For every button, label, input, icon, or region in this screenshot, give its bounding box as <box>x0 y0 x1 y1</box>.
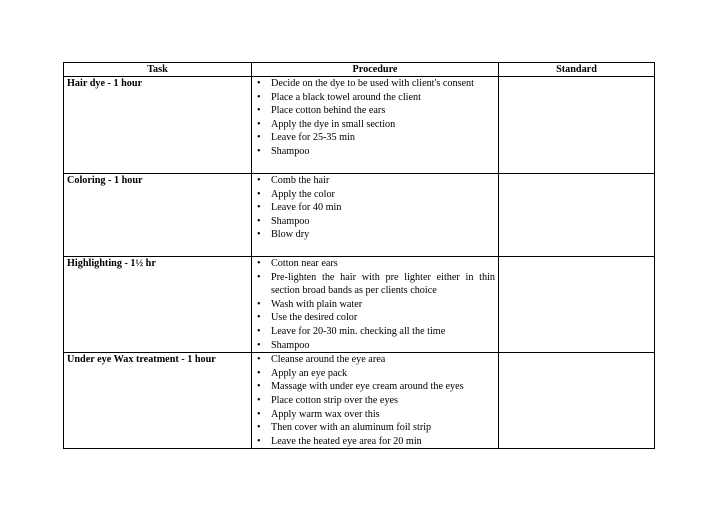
step-text: Decide on the dye to be used with client's consent <box>271 78 474 89</box>
procedure-cell <box>252 353 499 449</box>
bullet-icon: • <box>257 408 261 420</box>
list-item <box>255 201 495 215</box>
bullet-icon: • <box>257 381 261 393</box>
task-cell: Hair dye - 1 hour <box>64 77 252 174</box>
header-procedure: Procedure <box>252 63 499 77</box>
step-text: Leave for 25-35 min <box>271 132 356 144</box>
task-cell: Coloring - 1 hour <box>64 174 252 257</box>
list-item <box>255 145 495 159</box>
bullet-icon: • <box>257 258 261 269</box>
standard-cell <box>499 353 655 449</box>
bullet-icon: • <box>257 202 261 214</box>
procedure-steps-list <box>255 77 495 159</box>
step-text: Shampoo <box>271 215 310 227</box>
procedure-steps-list <box>255 257 495 352</box>
header-standard: Standard <box>499 63 655 77</box>
bullet-icon: • <box>257 367 261 379</box>
bullet-icon: • <box>257 78 261 89</box>
procedure-cell <box>252 257 499 353</box>
bullet-icon: • <box>257 354 261 366</box>
bullet-icon: • <box>257 394 261 406</box>
list-item <box>255 353 495 367</box>
list-item <box>255 215 495 229</box>
list-item <box>255 174 495 188</box>
procedure-cell <box>252 174 499 257</box>
step-text: Leave for 40 min <box>271 202 342 214</box>
list-item <box>255 339 495 353</box>
step-text: Apply an eye pack <box>271 367 348 379</box>
step-text: Apply the dye in small section <box>271 118 396 130</box>
list-item <box>255 188 495 202</box>
bullet-icon: • <box>257 145 261 157</box>
step-text: Shampoo <box>271 145 310 157</box>
task-cell: Highlighting - 1½ hr <box>64 257 252 353</box>
bullet-icon: • <box>257 175 261 186</box>
step-text: Leave for 20-30 min. checking all the time <box>271 325 446 337</box>
list-item <box>255 257 495 271</box>
bullet-icon: • <box>257 105 261 117</box>
step-text: Shampoo <box>271 339 310 351</box>
bullet-icon: • <box>257 312 261 324</box>
list-item <box>255 421 495 435</box>
task-cell: Under eye Wax treatment - 1 hour <box>64 353 252 449</box>
step-text: Apply the color <box>271 188 335 200</box>
list-item <box>255 228 495 242</box>
step-text: Leave the heated eye area for 20 min <box>271 435 422 447</box>
bullet-icon: • <box>257 298 261 310</box>
table-row <box>64 174 655 257</box>
list-item <box>255 298 495 312</box>
step-text: Place cotton strip over the eyes <box>271 394 399 406</box>
step-text: Place cotton behind the ears <box>271 105 386 117</box>
step-text: Place a black towel around the client <box>271 91 421 103</box>
list-item <box>255 77 495 91</box>
list-item <box>255 104 495 118</box>
bullet-icon: • <box>257 91 261 103</box>
procedure-steps-list <box>255 353 495 448</box>
step-text: Comb the hair <box>271 175 330 186</box>
step-text: Use the desired color <box>271 312 358 324</box>
bullet-icon: • <box>257 188 261 200</box>
list-item <box>255 380 495 394</box>
list-item <box>255 394 495 408</box>
table-row <box>64 77 655 174</box>
list-item <box>255 367 495 381</box>
bullet-icon: • <box>257 339 261 351</box>
standard-cell <box>499 174 655 257</box>
bullet-icon: • <box>257 215 261 227</box>
list-item <box>255 91 495 105</box>
step-text: Cotton near ears <box>271 258 338 269</box>
table-row <box>64 353 655 449</box>
standard-cell <box>499 257 655 353</box>
step-text: Apply warm wax over this <box>271 408 380 420</box>
step-text: Wash with plain water <box>271 298 363 310</box>
step-text: Then cover with an aluminum foil strip <box>271 422 432 434</box>
list-item <box>255 271 495 298</box>
list-item <box>255 408 495 422</box>
procedure-cell <box>252 77 499 174</box>
list-item <box>255 131 495 145</box>
bullet-icon: • <box>257 118 261 130</box>
bullet-icon: • <box>257 271 261 283</box>
bullet-icon: • <box>257 325 261 337</box>
bullet-icon: • <box>257 435 261 447</box>
step-text: Blow dry <box>271 229 310 241</box>
procedure-table <box>63 62 655 449</box>
bullet-icon: • <box>257 422 261 434</box>
step-text: Cleanse around the eye area <box>271 354 386 366</box>
table-header-row <box>64 63 655 77</box>
table-row <box>64 257 655 353</box>
list-item <box>255 325 495 339</box>
list-item <box>255 118 495 132</box>
table-body <box>64 77 655 449</box>
step-text: Pre-lighten the hair with pre lighter either in thin section broad bands as per clients choice <box>271 271 495 297</box>
header-task: Task <box>64 63 252 77</box>
document-page <box>63 62 654 449</box>
standard-cell <box>499 77 655 174</box>
list-item <box>255 435 495 449</box>
bullet-icon: • <box>257 229 261 241</box>
procedure-steps-list <box>255 174 495 242</box>
list-item <box>255 311 495 325</box>
step-text: Massage with under eye cream around the eyes <box>271 381 464 393</box>
bullet-icon: • <box>257 132 261 144</box>
